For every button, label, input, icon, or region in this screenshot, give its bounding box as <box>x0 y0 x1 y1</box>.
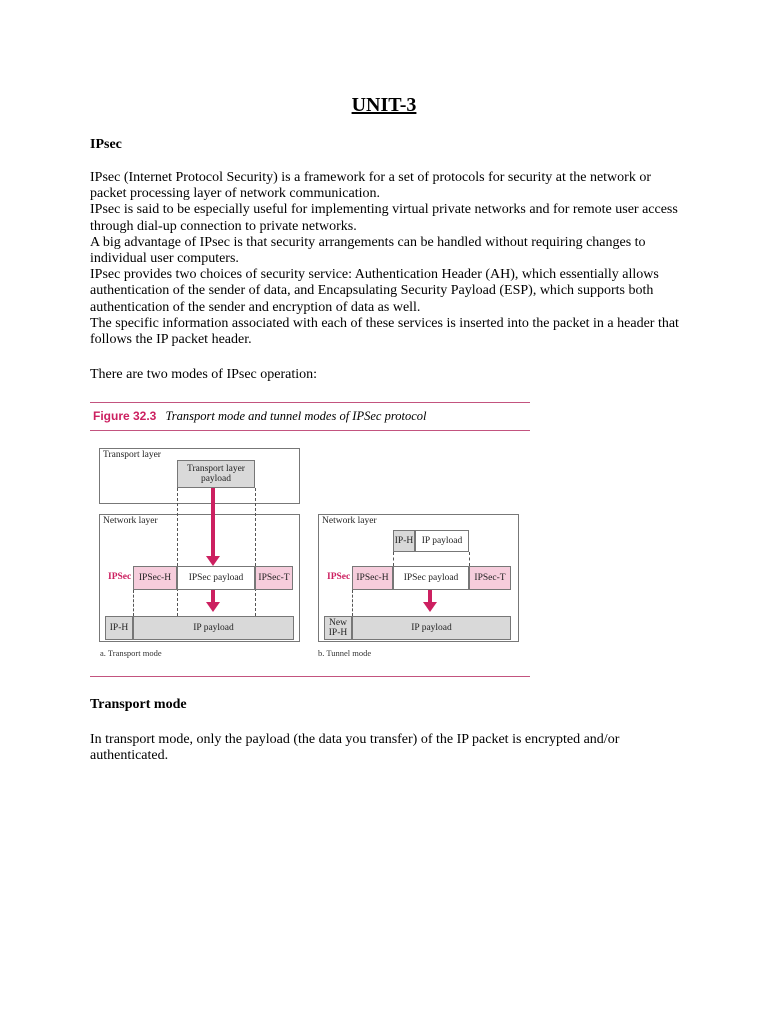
inner-ip-header-cell: IP-H <box>393 530 415 552</box>
new-ip-header-cell: New IP-H <box>324 616 352 640</box>
tunnel-mode-subcaption: b. Tunnel mode <box>318 648 372 658</box>
transport-mode-heading: Transport mode <box>90 697 187 712</box>
guide-line <box>177 488 178 616</box>
network-layer-label-tunnel: Network layer <box>322 516 377 526</box>
encapsulation-arrow <box>211 488 215 558</box>
figure-number: Figure 32.3 <box>93 409 157 423</box>
figure-caption-rule <box>90 430 530 431</box>
ipsec-header-cell: IPSec-H <box>133 566 177 590</box>
transport-payload-cell: Transport layer payload <box>177 460 255 488</box>
ipsec-heading: IPsec <box>90 137 122 152</box>
ip-header-cell: IP-H <box>105 616 133 640</box>
guide-line <box>352 590 353 616</box>
network-layer-label-transport: Network layer <box>103 516 158 526</box>
paragraph: IPsec is said to be especially useful for implementing virtual private networks and for remote user access through dial-up connection to private networks. <box>90 202 678 234</box>
tunnel-ipsec-payload-cell: IPSec payload <box>393 566 469 590</box>
guide-line <box>469 552 470 566</box>
paragraph: The specific information associated with each of these services is inserted into the packet in a header that follows the IP packet header. <box>90 315 679 348</box>
ipsec-description <box>90 170 690 348</box>
figure-caption-text: Transport mode and tunnel modes of IPSec protocol <box>165 409 427 423</box>
transport-mode-text: In transport mode, only the payload (the data you transfer) of the IP packet is encrypted and/or authenticated. <box>90 732 620 764</box>
tunnel-ipsec-trailer-cell: IPSec-T <box>469 566 511 590</box>
ipsec-trailer-cell: IPSec-T <box>255 566 293 590</box>
modes-intro: There are two modes of IPsec operation: <box>90 367 318 382</box>
arrow-head <box>206 556 220 566</box>
transport-mode-subcaption: a. Transport mode <box>100 648 162 658</box>
ip-payload-cell: IP payload <box>133 616 294 640</box>
ipsec-payload-cell: IPSec payload <box>177 566 255 590</box>
ipsec-modes-figure <box>90 400 530 680</box>
tunnel-ipsec-header-cell: IPSec-H <box>352 566 393 590</box>
transport-layer-label: Transport layer <box>103 450 161 460</box>
inner-ip-payload-cell: IP payload <box>415 530 469 552</box>
paragraph: IPsec provides two choices of security service: Authentication Header (AH), which essentially allows authentication of the sender of data, and Encapsulating Security Payload (ESP), which supports both authentication of the sender and encryption of data as well. <box>90 267 659 315</box>
page-title: UNIT-3 <box>351 94 417 116</box>
ipsec-tag-transport: IPSec <box>108 572 132 582</box>
guide-line <box>393 552 394 566</box>
ipsec-tag-tunnel: IPSec <box>327 572 351 582</box>
guide-line <box>255 488 256 616</box>
guide-line <box>133 590 134 616</box>
tunnel-ip-payload-cell: IP payload <box>352 616 511 640</box>
paragraph: A big advantage of IPsec is that security arrangements can be handled without requiring changes to individual user computers. <box>90 234 646 267</box>
paragraph: IPsec (Internet Protocol Security) is a framework for a set of protocols for security at the network or packet processing layer of network communication. <box>90 170 651 202</box>
figure-caption <box>93 409 426 424</box>
arrow-head <box>206 602 220 612</box>
arrow-head <box>423 602 437 612</box>
figure-bottom-rule <box>90 676 530 677</box>
figure-top-rule <box>90 402 530 403</box>
